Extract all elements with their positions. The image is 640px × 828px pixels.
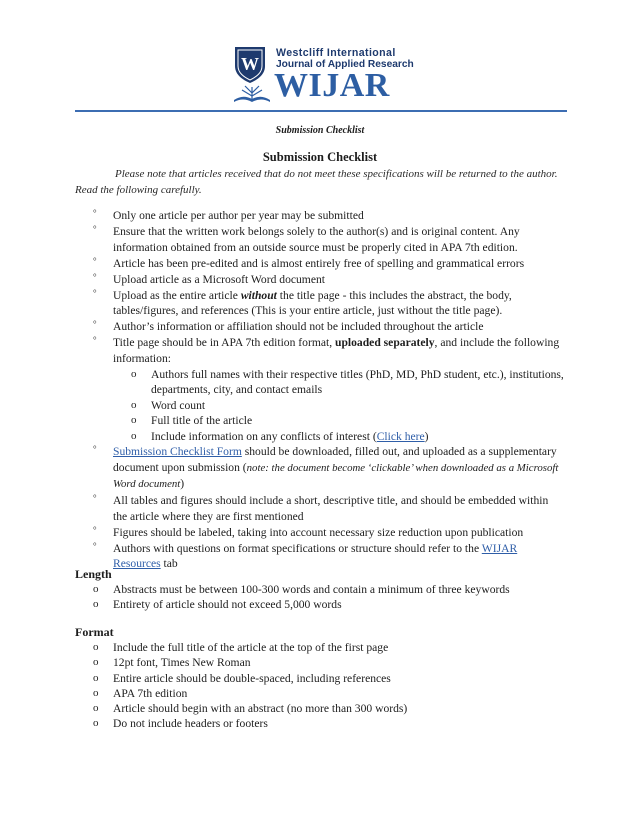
download-note: note: the document become ‘clickable’ when downloaded as a Microsoft Word document (113, 461, 559, 490)
shield-logo-icon (234, 46, 266, 84)
list-item: o Entirety of article should not exceed 5,000 words (93, 598, 342, 612)
list-item: ° Upload as the entire article without the title page - this includes the abstract, the body, tables/figures, and references (This is your entire article, just without the title page). (93, 287, 512, 317)
logo-line-1: Westcliff International (276, 47, 396, 59)
sub-bullet-marker: o (93, 686, 99, 699)
list-item: ° All tables and figures should include a short, descriptive title, and should be embedded within the article where they are first mentioned (93, 493, 549, 523)
sub-bullet-marker: o (131, 414, 137, 426)
submission-checklist (75, 208, 565, 572)
sub-bullet-marker: o (93, 598, 99, 611)
list-item: ° Authors with questions on format specifications or structure should refer to the WIJAR Resources tab (93, 540, 518, 570)
sub-list-item: o Word count (131, 398, 206, 412)
length-heading: Length (75, 567, 112, 581)
bullet-marker: ° (93, 493, 97, 503)
bullet-marker: ° (93, 271, 97, 282)
sub-bullet-marker: o (93, 717, 99, 730)
logo-line-2: Journal of Applied Research (276, 59, 414, 70)
sub-list-item: o Include information on any conflicts of interest (Click here) (131, 429, 429, 443)
sub-list-item: o Full title of the article (131, 414, 253, 427)
sub-bullet-marker: o (93, 641, 99, 653)
list-item: ° Author’s information or affiliation should not be included throughout the article (93, 319, 484, 333)
sub-bullet-marker: o (93, 656, 99, 669)
shield-letter: W (241, 54, 259, 74)
header-divider (75, 110, 567, 112)
sub-bullet-marker: o (131, 367, 137, 380)
emphasis-without: without (240, 288, 277, 302)
list-item: ° Article has been pre-edited and is almost entirely free of spelling and grammatical errors (93, 255, 525, 270)
sub-bullet-marker: o (93, 583, 99, 595)
bullet-marker: ° (93, 444, 97, 454)
length-list (75, 582, 565, 613)
conflicts-click-here-link[interactable]: Click here (376, 429, 425, 443)
journal-logo (232, 44, 412, 104)
submission-checklist-form-link[interactable]: Submission Checklist Form (113, 445, 242, 458)
running-title: Submission Checklist (275, 125, 365, 136)
open-book-icon (232, 84, 272, 104)
list-item: ° Upload article as a Microsoft Word document (93, 271, 325, 286)
page-title: Submission Checklist (262, 150, 378, 164)
sub-bullet-marker: o (93, 671, 99, 684)
list-item: ° Submission Checklist Form should be downloaded, filled out, and uploaded as a supplementary document upon submission (note: the document become ‘clickable’ when downloaded as a Microsoft Word document) (93, 444, 559, 490)
wijar-resources-link[interactable]: WIJAR Resources (113, 541, 518, 570)
bullet-marker: ° (93, 335, 97, 345)
bullet-marker: ° (93, 319, 97, 329)
sub-bullet-marker: o (131, 398, 137, 411)
bullet-marker: ° (93, 255, 97, 266)
format-list (75, 640, 565, 732)
list-item: o 12pt font, Times New Roman (93, 656, 251, 670)
list-item: ° Title page should be in APA 7th edition format, uploaded separately, and include the following information: (93, 335, 560, 365)
sub-bullet-marker: o (131, 429, 137, 442)
list-item: o Entire article should be double-spaced, including references (93, 671, 391, 685)
list-item: o Article should begin with an abstract (no more than 300 words) (93, 702, 408, 716)
bullet-marker: ° (93, 524, 97, 535)
logo-wordmark: WIJAR (274, 67, 390, 104)
list-item: o Abstracts must be between 100-300 words and contain a minimum of three keywords (93, 583, 510, 596)
bullet-marker: ° (93, 540, 97, 551)
list-item: ° Only one article per author per year may be submitted (93, 208, 364, 222)
list-item: o Do not include headers or footers (93, 717, 268, 731)
list-item: o Include the full title of the article at the top of the first page (93, 641, 389, 654)
list-item: ° Ensure that the written work belongs solely to the author(s) and is original content. Any information obtained from an outside source must be properly cited in APA 7th edition. (93, 224, 520, 254)
bullet-marker: ° (93, 287, 97, 298)
sub-bullet-marker: o (93, 702, 99, 715)
format-heading: Format (75, 625, 114, 639)
list-item: ° Figures should be labeled, taking into account necessary size reduction upon publication (93, 524, 524, 539)
list-item: o APA 7th edition (93, 686, 188, 700)
intro-paragraph: Please note that articles received that do not meet these specifications will be returned to the author. Read the following carefully. (75, 168, 558, 196)
bullet-marker: ° (93, 224, 97, 234)
bullet-marker: ° (93, 208, 97, 218)
sub-list-item: o Authors full names with their respective titles (PhD, MD, PhD student, etc.), institutions, departments, city, and contact emails (131, 367, 564, 396)
